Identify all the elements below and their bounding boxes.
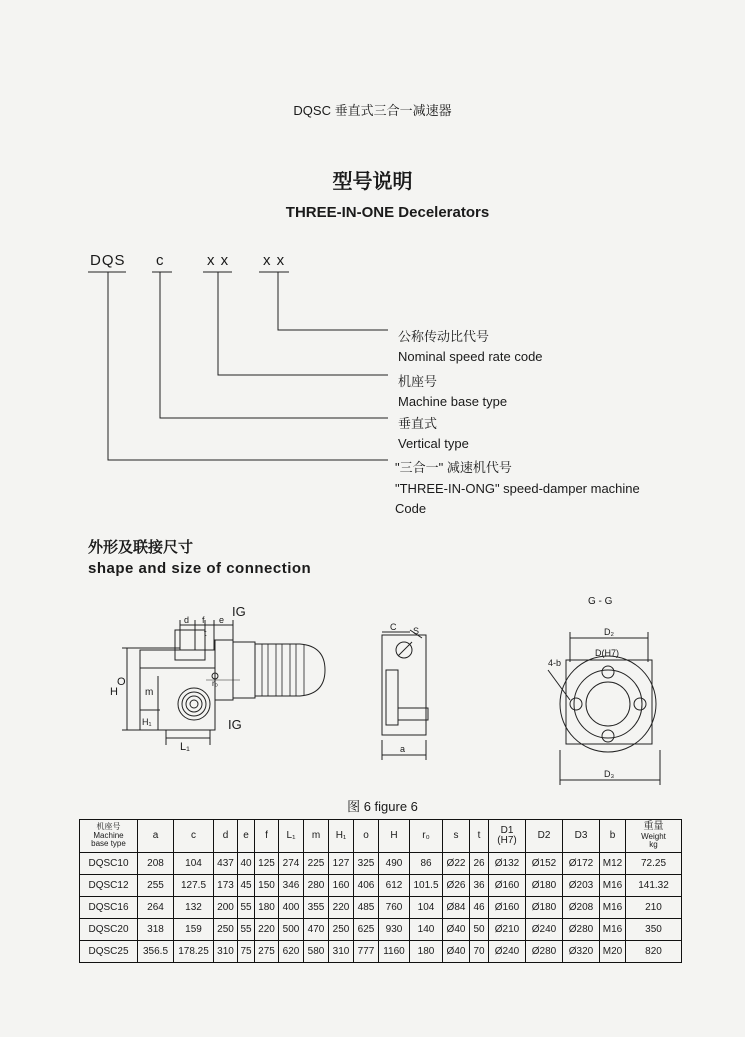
- table-cell: 400: [279, 897, 304, 919]
- table-header-text: Weight: [641, 831, 666, 841]
- table-cell: 325: [354, 853, 379, 875]
- table-cell: 180: [255, 897, 279, 919]
- table-cell: 173: [214, 875, 238, 897]
- table-header-cell: [563, 820, 600, 853]
- table-cell: Ø203: [563, 875, 600, 897]
- table-cell: 250: [329, 919, 354, 941]
- table-cell: 70: [470, 941, 489, 963]
- label-s: S: [413, 626, 420, 636]
- table-header-text: kg: [649, 840, 658, 850]
- table-cell: 485: [354, 897, 379, 919]
- dimension-table: [79, 819, 682, 963]
- table-cell: 127: [329, 853, 354, 875]
- table-cell: 104: [174, 853, 214, 875]
- label-dh7: D(H7): [595, 648, 619, 658]
- table-cell: Ø172: [563, 853, 600, 875]
- table-header-text: D3: [574, 829, 588, 841]
- table-cell: 220: [255, 919, 279, 941]
- label-gg: G - G: [588, 596, 613, 607]
- table-header-cell: [329, 820, 354, 853]
- table-header-text: 重量: [643, 821, 664, 833]
- table-header-cell: [379, 820, 410, 853]
- label-a: a: [400, 744, 406, 754]
- table-cell: 500: [279, 919, 304, 941]
- table-header-text: f: [265, 829, 268, 841]
- table-cell: Ø280: [563, 919, 600, 941]
- code-part-ratio: x x: [263, 252, 286, 269]
- table-cell: 777: [354, 941, 379, 963]
- table-header-cell: [304, 820, 329, 853]
- legend-code-en2: Code: [395, 501, 427, 516]
- table-header-text: 机座号: [96, 822, 121, 832]
- table-cell: 310: [214, 941, 238, 963]
- table-cell: 55: [238, 897, 255, 919]
- title-english: THREE-IN-ONE Decelerators: [285, 204, 490, 221]
- table-cell: 36: [470, 875, 489, 897]
- table-header-cell: [279, 820, 304, 853]
- table-cell: 275: [255, 941, 279, 963]
- table-header-text: b: [609, 829, 616, 841]
- document-header: DQSC 垂直式三合一减速器: [293, 103, 452, 118]
- table-cell: 356.5: [138, 941, 174, 963]
- table-cell-model: DQSC20: [80, 919, 138, 941]
- table-cell: 220: [329, 897, 354, 919]
- table-cell-model: DQSC16: [80, 897, 138, 919]
- table-cell: 310: [329, 941, 354, 963]
- label-t: t: [204, 628, 207, 638]
- legend-vertical-en: Vertical type: [398, 436, 469, 451]
- table-cell: 180: [410, 941, 443, 963]
- label-d: d: [184, 615, 190, 625]
- table-cell: 355: [304, 897, 329, 919]
- table-cell: M20: [600, 941, 626, 963]
- gg-base-plate: [566, 660, 652, 744]
- table-cell: 26: [470, 853, 489, 875]
- label-d3: D₃: [604, 769, 615, 779]
- label-h1: H₁: [142, 717, 152, 727]
- table-header-cell: [410, 820, 443, 853]
- table-cell: 350: [626, 919, 682, 941]
- table-cell: Ø210: [489, 919, 526, 941]
- table-header-cell: [600, 820, 626, 853]
- table-cell: 255: [138, 875, 174, 897]
- table-header-cell: [626, 820, 682, 853]
- table-cell: 490: [379, 853, 410, 875]
- label-c: C: [390, 622, 397, 632]
- legend-base-cn: 机座号: [398, 374, 438, 389]
- section-title-chinese: 外形及联接尺寸: [88, 538, 194, 556]
- table-header-cell: [138, 820, 174, 853]
- technical-drawings: [0, 590, 745, 795]
- table-cell: 210: [626, 897, 682, 919]
- table-cell: 580: [304, 941, 329, 963]
- table-cell: 159: [174, 919, 214, 941]
- label-ig-bottom: IG: [228, 717, 242, 732]
- table-cell: Ø180: [526, 875, 563, 897]
- table-cell: 104: [410, 897, 443, 919]
- table-cell: 612: [379, 875, 410, 897]
- section-title-english: shape and size of connection: [88, 560, 312, 577]
- table-cell: 200: [214, 897, 238, 919]
- table-cell: 406: [354, 875, 379, 897]
- table-cell: 140: [410, 919, 443, 941]
- table-header-text: r₀: [422, 829, 430, 841]
- table-cell: 470: [304, 919, 329, 941]
- table-header-text: c: [191, 829, 196, 841]
- table-cell: Ø180: [526, 897, 563, 919]
- table-header-cell: [526, 820, 563, 853]
- table-cell-model: DQSC12: [80, 875, 138, 897]
- table-cell: 1160: [379, 941, 410, 963]
- table-cell: 250: [214, 919, 238, 941]
- table-cell: 141.32: [626, 875, 682, 897]
- front-output-shaft: [178, 688, 210, 720]
- table-cell: 346: [279, 875, 304, 897]
- table-cell: Ø84: [443, 897, 470, 919]
- table-header-row: [80, 820, 682, 853]
- table-cell: Ø40: [443, 941, 470, 963]
- table-cell: Ø132: [489, 853, 526, 875]
- table-cell: 46: [470, 897, 489, 919]
- table-cell: Ø320: [563, 941, 600, 963]
- table-header-text: D1: [500, 824, 514, 836]
- table-header-cell: [470, 820, 489, 853]
- table-header-cell: [354, 820, 379, 853]
- table-cell: 150: [255, 875, 279, 897]
- table-cell: 127.5: [174, 875, 214, 897]
- label-m: m: [145, 687, 154, 698]
- table-cell: Ø240: [526, 919, 563, 941]
- table-header-cell: [174, 820, 214, 853]
- figure-caption: 图 6 figure 6: [347, 799, 418, 814]
- table-header-text: e: [243, 829, 249, 841]
- table-header-text: Machine: [93, 830, 124, 840]
- legend-vertical-cn: 垂直式: [398, 416, 438, 431]
- table-cell: Ø280: [526, 941, 563, 963]
- table-cell: Ø240: [489, 941, 526, 963]
- table-cell: 86: [410, 853, 443, 875]
- table-header-cell: [214, 820, 238, 853]
- table-cell: 55: [238, 919, 255, 941]
- table-row: [80, 875, 682, 897]
- table-cell: 625: [354, 919, 379, 941]
- label-r0: r₀: [212, 679, 218, 688]
- table-cell: 318: [138, 919, 174, 941]
- label-e: e: [219, 615, 225, 625]
- table-cell: 760: [379, 897, 410, 919]
- label-o: O: [117, 676, 126, 688]
- label-ig-top: IG: [232, 604, 246, 619]
- legend-ratio-cn: 公称传动比代号: [398, 329, 490, 344]
- table-header-text: a: [152, 829, 159, 841]
- table-cell: 101.5: [410, 875, 443, 897]
- table-cell: M16: [600, 875, 626, 897]
- table-cell: 132: [174, 897, 214, 919]
- table-cell: 160: [329, 875, 354, 897]
- table-cell: 280: [304, 875, 329, 897]
- table-cell: 820: [626, 941, 682, 963]
- table-cell: Ø208: [563, 897, 600, 919]
- table-cell: 620: [279, 941, 304, 963]
- table-cell: 40: [238, 853, 255, 875]
- table-header-text: m: [311, 829, 321, 841]
- table-cell: 264: [138, 897, 174, 919]
- table-header-text: d: [222, 829, 229, 841]
- table-row: [80, 941, 682, 963]
- table-cell: Ø160: [489, 875, 526, 897]
- table-cell: 178.25: [174, 941, 214, 963]
- label-d2: D₂: [604, 627, 614, 637]
- legend-base-en: Machine base type: [398, 394, 508, 409]
- title-chinese: 型号说明: [332, 169, 413, 193]
- table-header-cell: [238, 820, 255, 853]
- table-cell: 274: [279, 853, 304, 875]
- table-header-text: base type: [91, 839, 126, 849]
- label-h: H: [110, 686, 118, 698]
- code-part-base: x x: [207, 252, 230, 269]
- table-header-text: H: [390, 829, 398, 841]
- label-4b: 4-b: [548, 658, 562, 668]
- gg-bore: [586, 682, 630, 726]
- table-header-text: o: [363, 829, 369, 841]
- table-cell: M16: [600, 919, 626, 941]
- legend-code-cn: "三合一" 减速机代号: [395, 460, 512, 475]
- table-cell: M16: [600, 897, 626, 919]
- table-cell: 45: [238, 875, 255, 897]
- table-cell: 125: [255, 853, 279, 875]
- table-header-cell: [443, 820, 470, 853]
- table-cell-model: DQSC25: [80, 941, 138, 963]
- label-f: f: [202, 615, 205, 625]
- table-cell: Ø160: [489, 897, 526, 919]
- table-cell: 437: [214, 853, 238, 875]
- table-cell: 50: [470, 919, 489, 941]
- legend-code-en: "THREE-IN-ONG" speed-damper machine: [395, 481, 640, 496]
- legend-ratio-en: Nominal speed rate code: [398, 349, 543, 364]
- table-header-cell: [80, 820, 138, 853]
- table-header-cell: [255, 820, 279, 853]
- table-header-text: (H7): [497, 835, 517, 846]
- table-header-text: D2: [537, 829, 551, 841]
- table-header-cell: [489, 820, 526, 853]
- table-cell: Ø26: [443, 875, 470, 897]
- table-cell-model: DQSC10: [80, 853, 138, 875]
- table-cell: Ø40: [443, 919, 470, 941]
- table-header-text: t: [477, 829, 481, 841]
- table-cell: 208: [138, 853, 174, 875]
- table-cell: 930: [379, 919, 410, 941]
- code-part-dqs: DQS: [90, 252, 126, 269]
- table-row: [80, 853, 682, 875]
- table-cell: 225: [304, 853, 329, 875]
- table-row: [80, 919, 682, 941]
- table-cell: 75: [238, 941, 255, 963]
- label-l1: L₁: [180, 741, 190, 753]
- table-header-text: L₁: [286, 829, 296, 841]
- table-header-text: s: [453, 829, 459, 841]
- table-cell: Ø22: [443, 853, 470, 875]
- table-cell: 72.25: [626, 853, 682, 875]
- code-part-c: c: [156, 252, 165, 269]
- table-cell: Ø152: [526, 853, 563, 875]
- table-header-text: H₁: [335, 829, 347, 841]
- table-row: [80, 897, 682, 919]
- table-cell: M12: [600, 853, 626, 875]
